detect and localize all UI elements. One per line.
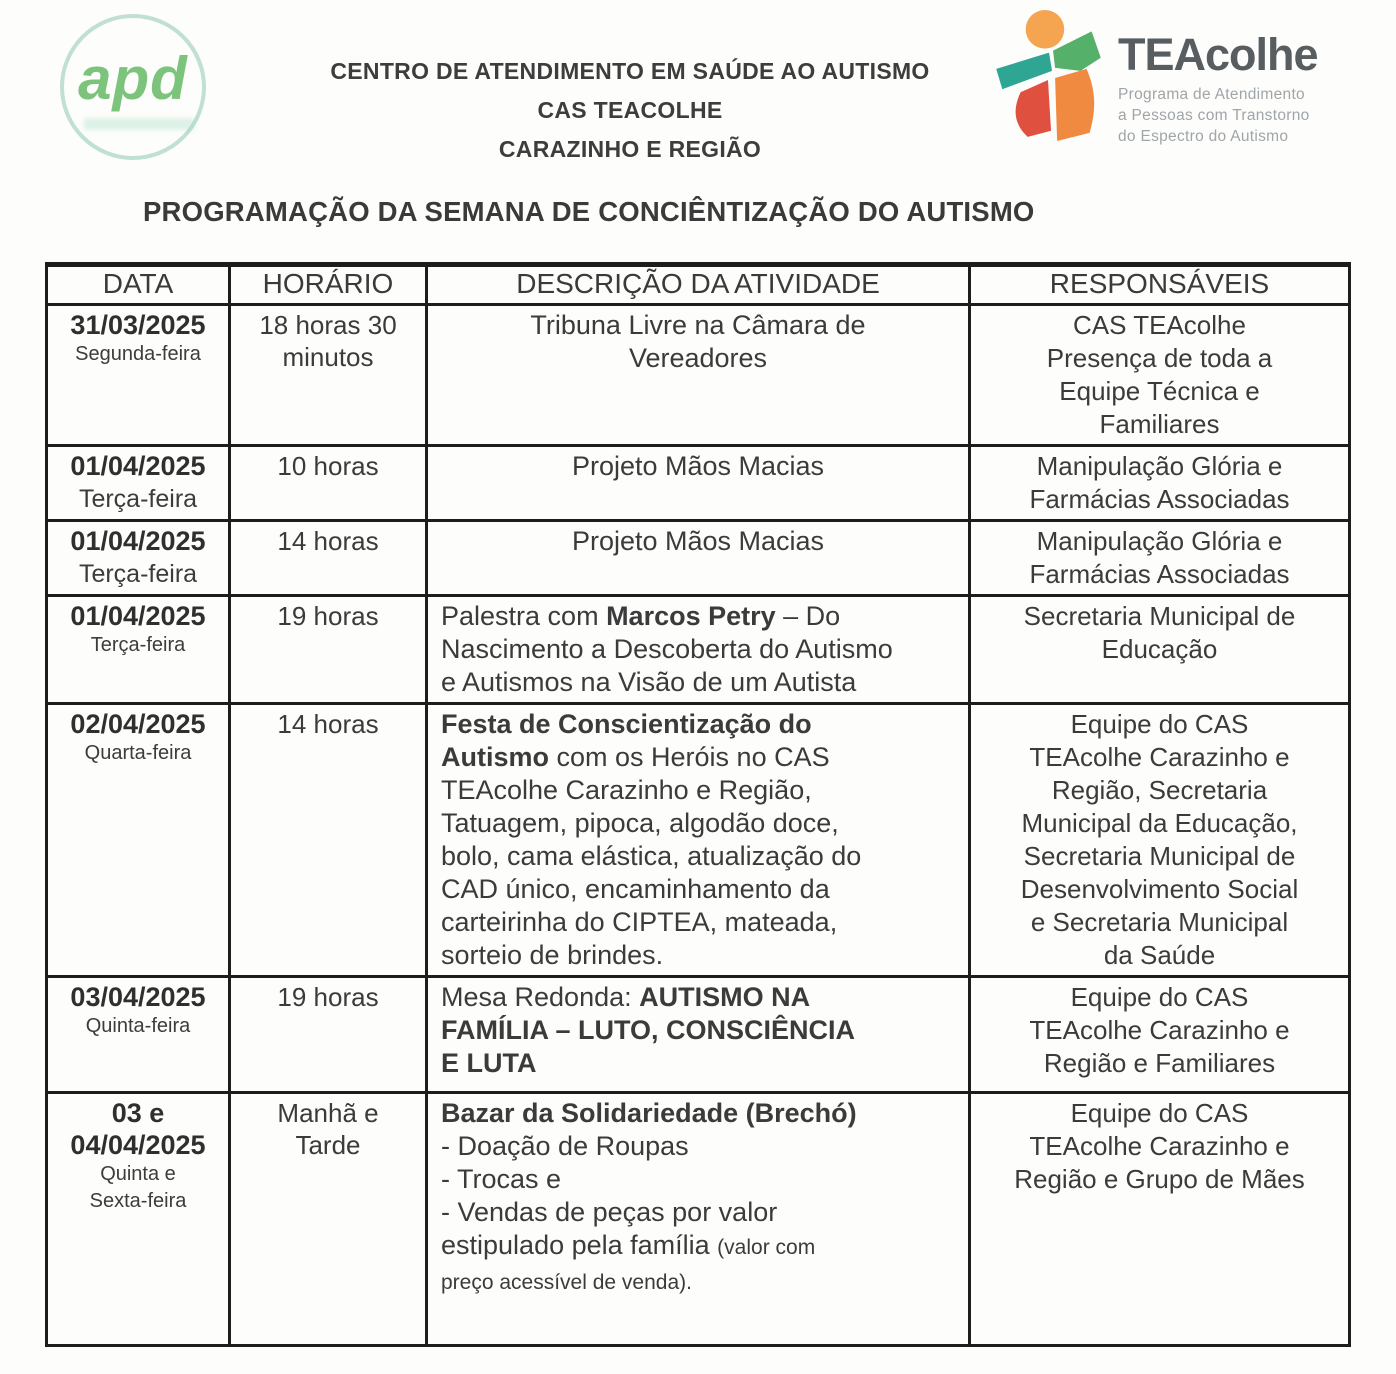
teacolhe-tagline-line-1: Programa de Atendimento	[1118, 86, 1305, 103]
org-title-line-2: CAS TEACOLHE	[537, 97, 723, 123]
table-row	[47, 977, 1350, 1093]
cell-time	[230, 521, 427, 596]
event-date: 03 e 04/04/2025	[70, 1098, 206, 1160]
description-bold-text: Bazar da Solidariedade (Brechó)	[441, 1098, 857, 1128]
event-weekday: Terça-feira	[78, 560, 198, 588]
cell-responsible	[970, 1093, 1350, 1346]
cell-time	[230, 596, 427, 704]
event-responsible: Equipe do CAS TEAcolhe Carazinho e Região, Secretaria Municipal da Educação, Secretaria Municipal de Desenvolvimento Social e Secretaria Municipal da Saúde	[1020, 709, 1299, 970]
event-time: Manhã e Tarde	[277, 1098, 379, 1160]
cell-description	[427, 446, 970, 521]
teacolhe-tagline-line-3: do Espectro do Autismo	[1118, 128, 1289, 145]
cell-responsible	[970, 446, 1350, 521]
cell-time	[230, 446, 427, 521]
apd-logo-text: apd	[78, 44, 188, 112]
table-row	[47, 446, 1350, 521]
cell-responsible	[970, 704, 1350, 977]
description-text: Projeto Mãos Macias	[571, 451, 825, 481]
col-header-responsaveis: RESPONSÁVEIS	[970, 265, 1350, 305]
schedule-table	[45, 262, 1351, 1347]
org-title-line-1: CENTRO DE ATENDIMENTO EM SAÚDE AO AUTISMO	[330, 58, 930, 84]
event-responsible: Manipulação Glória e Farmácias Associadas	[1029, 451, 1290, 514]
table-row	[47, 305, 1350, 446]
event-date: 02/04/2025	[70, 709, 206, 739]
cell-date	[47, 446, 230, 521]
description-bold-text: AUTISMO NA FAMÍLIA – LUTO, CONSCIÊNCIA E LUTA	[441, 982, 856, 1078]
event-responsible: CAS TEAcolhe Presença de toda a Equipe Técnica e Familiares	[1046, 310, 1273, 439]
apd-logo-faint-subtext	[84, 118, 194, 130]
event-weekday: Quinta-feira	[85, 1015, 191, 1037]
schedule-table-body	[47, 305, 1350, 1346]
event-date: 31/03/2025	[70, 310, 206, 340]
teacolhe-logo	[992, 8, 1318, 147]
cell-date	[47, 977, 230, 1093]
event-responsible: Equipe do CAS TEAcolhe Carazinho e Região e Familiares	[1029, 982, 1290, 1078]
cell-responsible	[970, 305, 1350, 446]
teacolhe-logo-mark	[992, 8, 1106, 144]
description-text: com os Heróis no CAS TEAcolhe Carazinho e Região, Tatuagem, pipoca, algodão doce, bolo, cama elástica, atualização do CAD único, encaminhamento da carteirinha do CIPTEA, mateada, sorteio de brindes.	[441, 742, 862, 970]
event-responsible: Equipe do CAS TEAcolhe Carazinho e Região e Grupo de Mães	[1014, 1098, 1305, 1194]
cell-responsible	[970, 596, 1350, 704]
cell-date	[47, 596, 230, 704]
event-time: 18 horas 30 minutos	[259, 310, 397, 372]
event-date: 01/04/2025	[70, 526, 206, 556]
cell-description	[427, 521, 970, 596]
description-text: (valor com preço acessível de venda).	[441, 1236, 816, 1294]
cell-time	[230, 305, 427, 446]
description-text: Palestra com	[441, 601, 607, 631]
event-weekday: Terça-feira	[90, 634, 186, 656]
description-bold-text: Festa de Conscientização do Autismo	[441, 709, 812, 772]
event-time: 19 horas	[277, 982, 379, 1012]
teacolhe-logo-name: TEAcolhe	[1118, 29, 1318, 80]
col-header-data: DATA	[47, 265, 230, 305]
event-weekday: Quinta e Sexta-feira	[89, 1163, 187, 1212]
cell-time	[230, 1093, 427, 1346]
col-header-horario: HORÁRIO	[230, 265, 427, 305]
cell-date	[47, 305, 230, 446]
org-title	[250, 52, 1010, 169]
table-header-row	[47, 265, 1350, 305]
col-header-descricao: DESCRIÇÃO DA ATIVIDADE	[427, 265, 970, 305]
description-text: Tribuna Livre na Câmara de Vereadores	[530, 310, 866, 373]
teacolhe-logo-text	[1118, 8, 1318, 147]
cell-date	[47, 521, 230, 596]
teacolhe-tagline	[1118, 84, 1318, 147]
event-weekday: Segunda-feira	[75, 343, 201, 365]
cell-description	[427, 596, 970, 704]
cell-responsible	[970, 977, 1350, 1093]
description-bold-text: Marcos Petry	[606, 601, 776, 631]
apd-logo	[60, 14, 206, 160]
event-weekday: Quarta-feira	[84, 742, 192, 764]
description-text: - Doação de Roupas - Trocas e - Vendas de peças por valor estipulado pela família	[441, 1131, 778, 1260]
cell-date	[47, 704, 230, 977]
table-row	[47, 521, 1350, 596]
cell-date	[47, 1093, 230, 1346]
event-date: 03/04/2025	[70, 982, 206, 1012]
event-time: 14 horas	[277, 526, 379, 556]
org-title-line-3: CARAZINHO E REGIÃO	[498, 136, 762, 162]
cell-description	[427, 704, 970, 977]
event-responsible: Secretaria Municipal de Educação	[1023, 601, 1296, 664]
cell-description	[427, 1093, 970, 1346]
event-responsible: Manipulação Glória e Farmácias Associadas	[1029, 526, 1290, 589]
event-time: 10 horas	[277, 451, 379, 481]
table-row	[47, 1093, 1350, 1346]
table-row	[47, 704, 1350, 977]
cell-description	[427, 305, 970, 446]
description-text: Projeto Mãos Macias	[571, 526, 825, 556]
cell-time	[230, 704, 427, 977]
event-weekday: Terça-feira	[78, 485, 198, 513]
page-title: PROGRAMAÇÃO DA SEMANA DE CONCIÊNTIZAÇÃO DO AUTISMO	[143, 196, 1035, 227]
teacolhe-tagline-line-2: a Pessoas com Transtorno	[1118, 107, 1310, 124]
cell-responsible	[970, 521, 1350, 596]
cell-description	[427, 977, 970, 1093]
event-date: 01/04/2025	[70, 601, 206, 631]
description-text: Mesa Redonda:	[441, 982, 640, 1012]
table-row	[47, 596, 1350, 704]
event-time: 14 horas	[277, 709, 379, 739]
event-date: 01/04/2025	[70, 451, 206, 481]
description-text: – Do Nascimento a Descoberta do Autismo e Autismos na Visão de um Autista	[441, 601, 893, 697]
cell-time	[230, 977, 427, 1093]
event-time: 19 horas	[277, 601, 379, 631]
